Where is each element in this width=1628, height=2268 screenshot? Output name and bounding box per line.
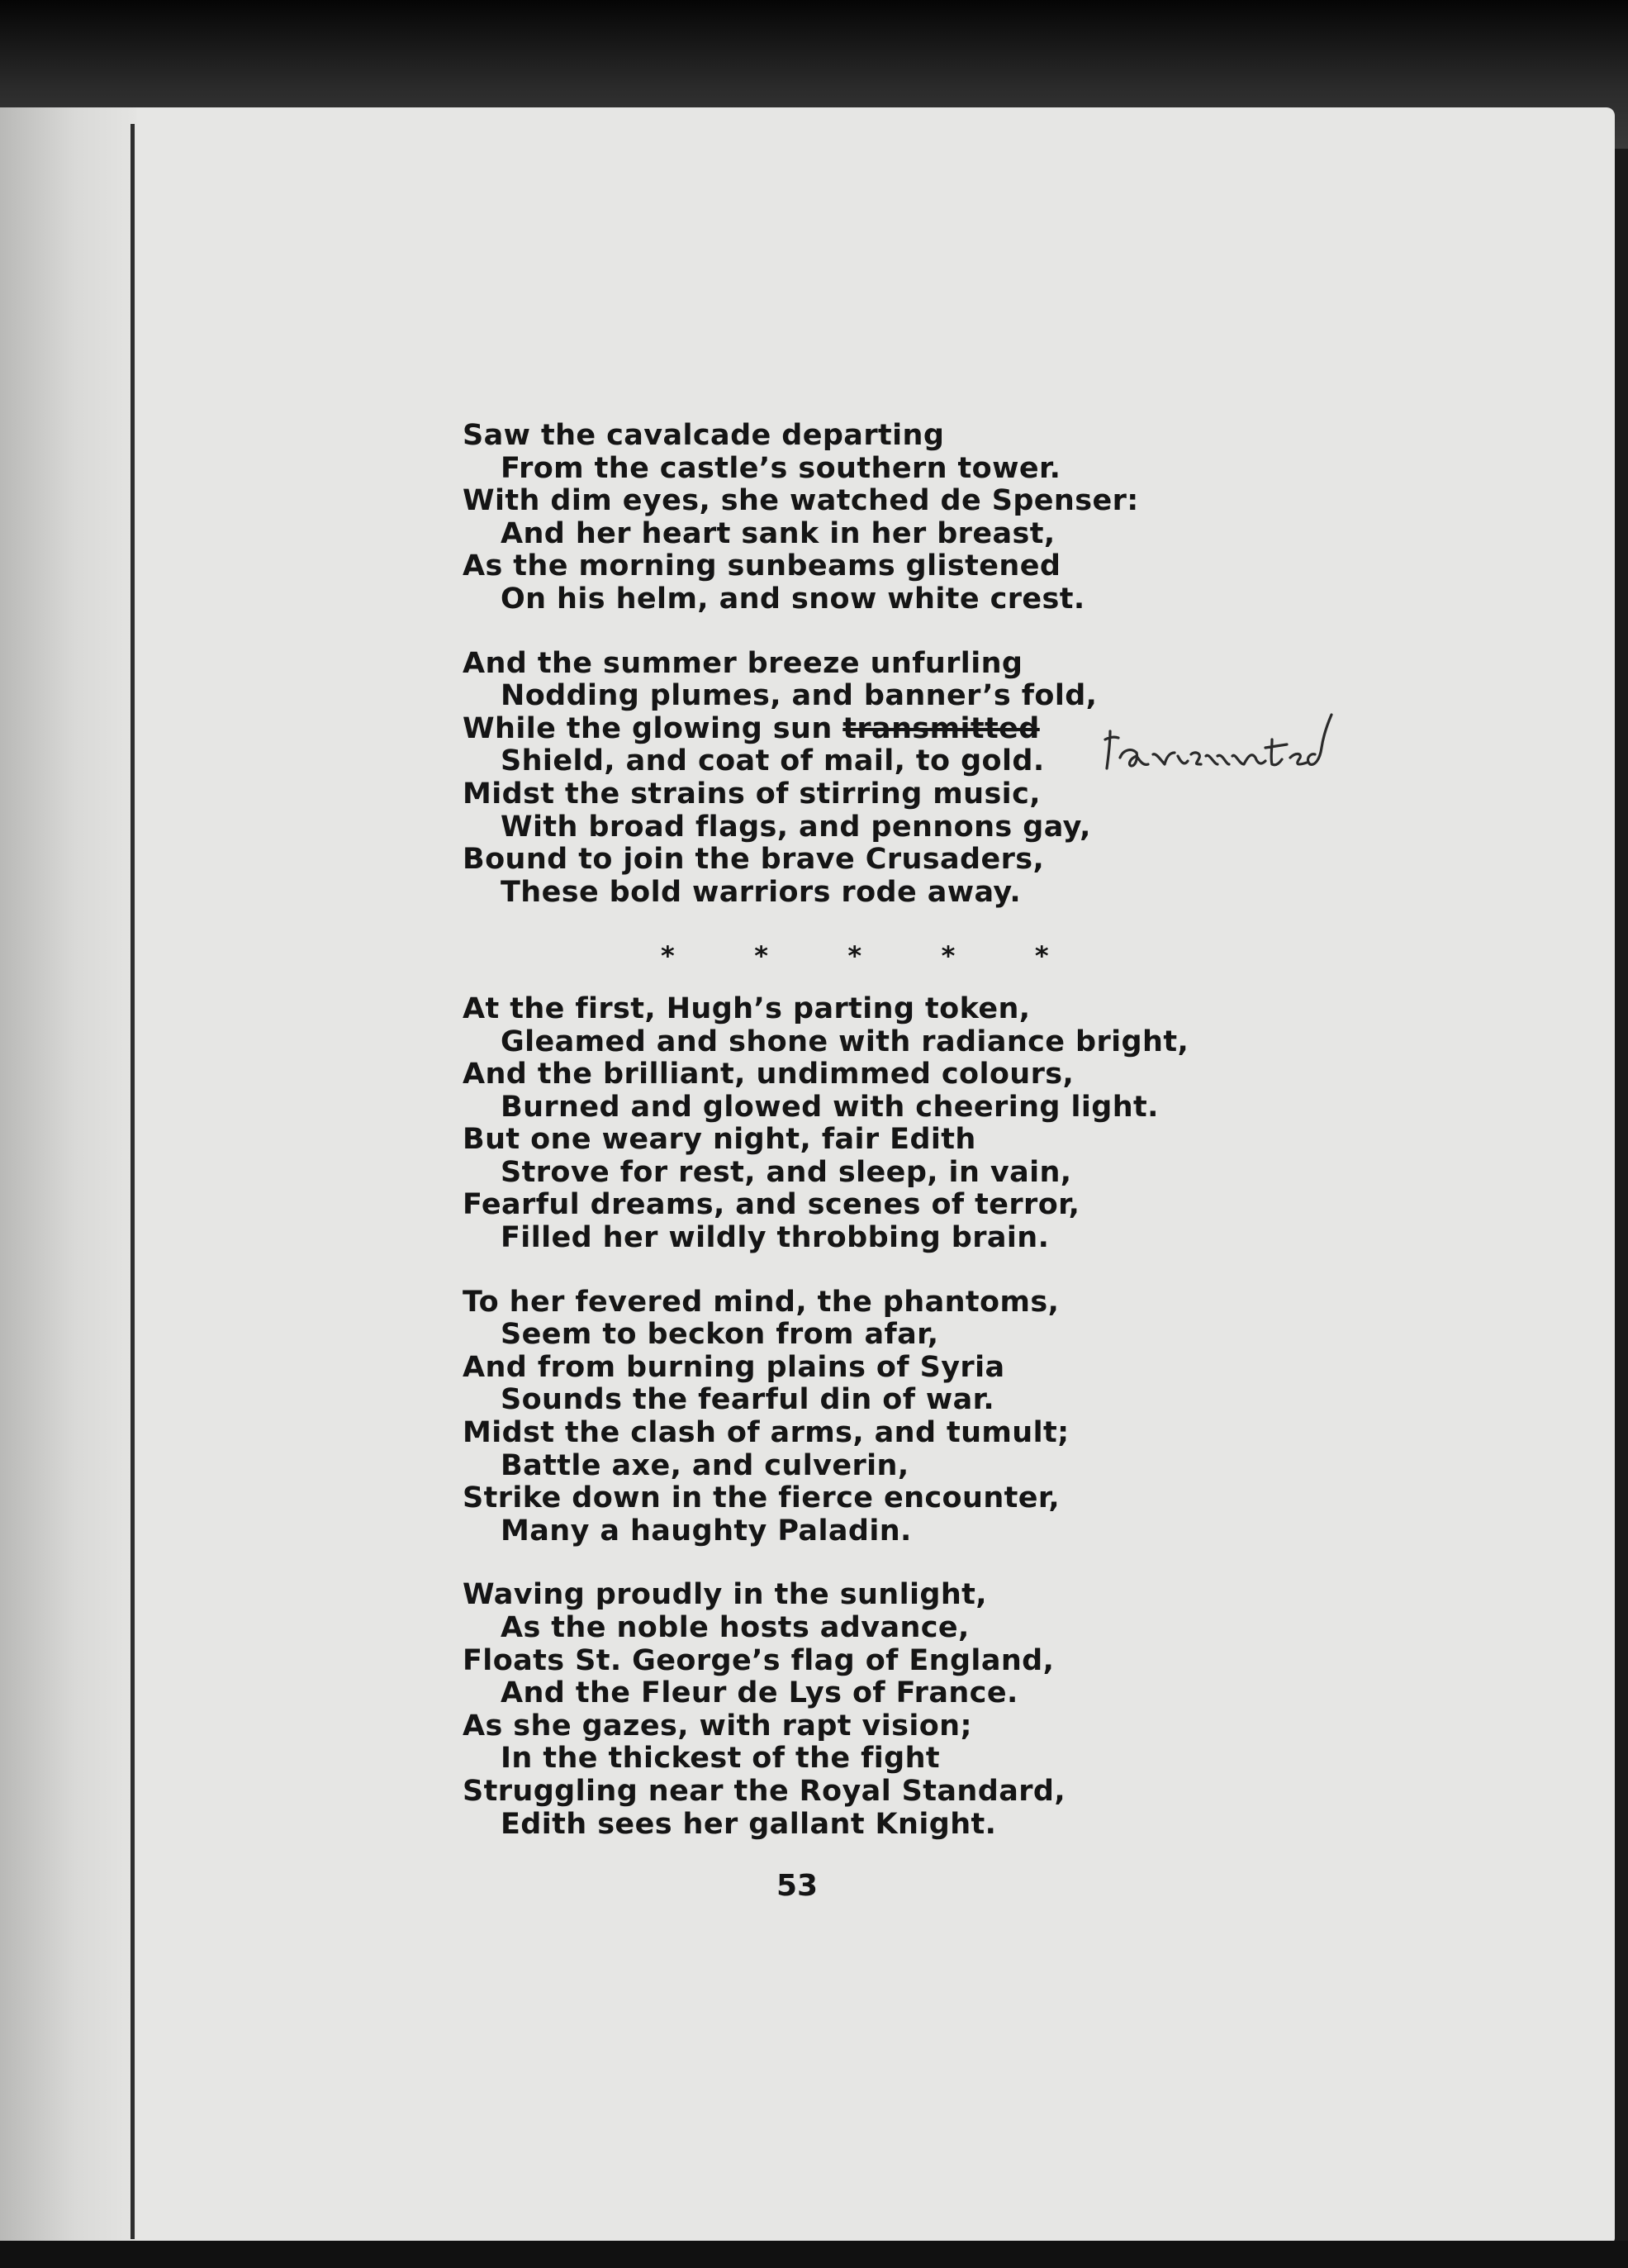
poem-line-text: And the Fleur de Lys of France. bbox=[501, 1676, 1018, 1710]
poem-line bbox=[463, 1124, 1272, 1157]
spine-line bbox=[131, 124, 135, 2239]
poem-line bbox=[463, 453, 1272, 486]
poem-line bbox=[463, 811, 1272, 844]
poem-line-text: And from burning plains of Syria bbox=[463, 1350, 1005, 1384]
poem-line-text: As the morning sunbeams glistened bbox=[463, 549, 1061, 583]
poem-line-text: On his helm, and snow white crest. bbox=[501, 582, 1085, 616]
poem-line-text: Waving proudly in the sunlight, bbox=[463, 1578, 987, 1612]
poem-line bbox=[463, 1612, 1272, 1645]
poem-line-text: Midst the clash of arms, and tumult; bbox=[463, 1416, 1070, 1450]
poem-stanza bbox=[463, 993, 1272, 1255]
poem-line bbox=[463, 1417, 1272, 1450]
poem-line-text: Bound to join the brave Crusaders, bbox=[463, 843, 1045, 877]
poem-line bbox=[463, 648, 1272, 681]
poem-line bbox=[463, 550, 1272, 583]
separator-asterisk: * bbox=[661, 940, 676, 972]
poem-line-text: To her fevered mind, the phantoms, bbox=[463, 1285, 1060, 1319]
poem-line-text: With dim eyes, she watched de Spenser: bbox=[463, 484, 1139, 518]
poem-line-text: From the castle’s southern tower. bbox=[501, 451, 1061, 485]
poem-line-text: While the glowing sun bbox=[463, 711, 833, 745]
poem-line-text: Strove for rest, and sleep, in vain, bbox=[501, 1155, 1072, 1189]
poem-line bbox=[463, 1286, 1272, 1319]
poem-line bbox=[463, 1579, 1272, 1612]
poem-line bbox=[463, 1482, 1272, 1515]
poem-line bbox=[463, 1091, 1272, 1124]
poem-line-text: With broad flags, and pennons gay, bbox=[501, 810, 1091, 844]
poem-line bbox=[463, 1222, 1272, 1255]
poem-line bbox=[463, 583, 1272, 616]
section-separator bbox=[661, 940, 1049, 973]
page-gutter bbox=[0, 107, 136, 2256]
struck-word: transmitted bbox=[842, 711, 1040, 745]
poem-line-text: In the thickest of the fight bbox=[501, 1742, 941, 1776]
poem-line-text: Struggling near the Royal Standard, bbox=[463, 1774, 1066, 1808]
poem-line-text: Many a haughty Paladin. bbox=[501, 1514, 912, 1548]
poem-line bbox=[463, 1384, 1272, 1417]
separator-asterisk: * bbox=[1034, 940, 1049, 972]
poem-line-text: Fearful dreams, and scenes of terror, bbox=[463, 1188, 1080, 1222]
poem-line-text: And her heart sank in her breast, bbox=[501, 516, 1056, 550]
poem-line bbox=[463, 518, 1272, 551]
poem-line bbox=[463, 1809, 1272, 1842]
poem-line bbox=[463, 1189, 1272, 1222]
page-number: 53 bbox=[776, 1869, 819, 1903]
poem-stanza bbox=[463, 1579, 1272, 1841]
poem-line bbox=[463, 1058, 1272, 1091]
poem-line-text: And the brilliant, undimmed colours, bbox=[463, 1058, 1075, 1091]
separator-asterisk: * bbox=[754, 940, 769, 972]
poem-line bbox=[463, 420, 1272, 453]
poem-line bbox=[463, 1710, 1272, 1743]
separator-asterisk: * bbox=[941, 940, 956, 972]
scan-bottom-shadow bbox=[0, 2241, 1628, 2268]
poem-line-text: Seem to beckon from afar, bbox=[501, 1318, 939, 1352]
poem-stanza bbox=[463, 420, 1272, 616]
poem-line bbox=[463, 1743, 1272, 1776]
poem-line bbox=[463, 1450, 1272, 1483]
poem-line-text: Filled her wildly throbbing brain. bbox=[501, 1221, 1050, 1255]
poem-line-text: Strike down in the fierce encounter, bbox=[463, 1481, 1061, 1515]
poem-line bbox=[463, 1026, 1272, 1059]
poem-line-text: These bold warriors rode away. bbox=[501, 875, 1022, 909]
poem-line bbox=[463, 993, 1272, 1026]
poem-line-text: Sounds the fearful din of war. bbox=[501, 1383, 995, 1417]
poem-line-text: Saw the cavalcade departing bbox=[463, 419, 945, 452]
poem-line-text: Battle axe, and culverin, bbox=[501, 1448, 909, 1482]
handwritten-annotation-transmuted bbox=[1099, 706, 1412, 797]
poem-line-text: Edith sees her gallant Knight. bbox=[501, 1807, 997, 1841]
poem-line-text: Gleamed and shone with radiance bright, bbox=[501, 1025, 1189, 1058]
poem-line bbox=[463, 844, 1272, 877]
poem-line-text: Midst the strains of stirring music, bbox=[463, 777, 1041, 811]
poem-line-text: And the summer breeze unfurling bbox=[463, 646, 1023, 680]
poem-line bbox=[463, 1645, 1272, 1678]
poem-text bbox=[463, 420, 1272, 1872]
poem-line-text: Burned and glowed with cheering light. bbox=[501, 1090, 1159, 1124]
poem-line-text: Shield, and coat of mail, to gold. bbox=[501, 744, 1045, 778]
poem-line bbox=[463, 1677, 1272, 1710]
poem-line-text: As the noble hosts advance, bbox=[501, 1611, 970, 1644]
poem-stanza bbox=[463, 1286, 1272, 1548]
poem-line bbox=[463, 485, 1272, 518]
poem-line bbox=[463, 877, 1272, 910]
poem-line bbox=[463, 1515, 1272, 1548]
poem-line bbox=[463, 1352, 1272, 1385]
separator-asterisk: * bbox=[847, 940, 862, 972]
poem-line bbox=[463, 1319, 1272, 1352]
poem-line bbox=[463, 1157, 1272, 1190]
poem-line-text: But one weary night, fair Edith bbox=[463, 1123, 976, 1157]
poem-line-text: As she gazes, with rapt vision; bbox=[463, 1709, 972, 1743]
poem-line bbox=[463, 1776, 1272, 1809]
poem-line-text: Floats St. George’s flag of England, bbox=[463, 1643, 1055, 1677]
poem-line-text: At the first, Hugh’s parting token, bbox=[463, 991, 1031, 1025]
poem-line-text: Nodding plumes, and banner’s fold, bbox=[501, 679, 1098, 713]
